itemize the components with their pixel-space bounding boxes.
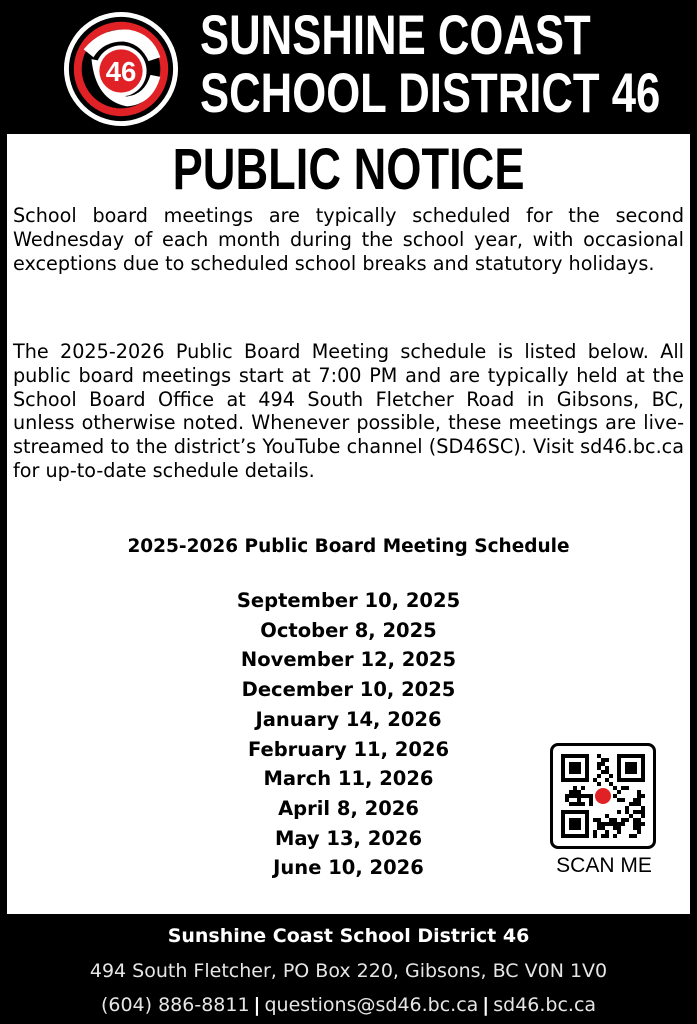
qr-module bbox=[617, 798, 621, 802]
qr-module bbox=[565, 794, 569, 798]
footer-district-name: Sunshine Coast School District 46 bbox=[167, 925, 530, 947]
qr-module bbox=[581, 786, 585, 790]
notice-paragraph-1: School board meetings are typically scheduled for the second Wednesday of each month during the school year, with occasional exceptions due to scheduled school breaks and statutory holidays. bbox=[13, 204, 684, 275]
qr-module bbox=[613, 826, 617, 830]
qr-module bbox=[573, 802, 577, 806]
qr-module bbox=[637, 794, 641, 798]
qr-module bbox=[629, 802, 633, 806]
qr-module bbox=[633, 810, 637, 814]
qr-module bbox=[581, 802, 585, 806]
qr-module bbox=[573, 786, 577, 790]
meeting-date: May 13, 2026 bbox=[274, 826, 423, 850]
qr-module bbox=[633, 826, 637, 830]
qr-module bbox=[629, 834, 633, 838]
qr-module bbox=[637, 802, 641, 806]
qr-module bbox=[617, 822, 621, 826]
qr-module bbox=[613, 834, 617, 838]
qr-module bbox=[597, 754, 601, 758]
meeting-date: February 11, 2026 bbox=[247, 737, 450, 761]
qr-module bbox=[613, 794, 617, 798]
qr-module bbox=[569, 794, 573, 798]
scan-me-label: SCAN ME bbox=[556, 854, 652, 877]
qr-module bbox=[569, 818, 581, 830]
logo-number: 46 bbox=[105, 55, 137, 87]
qr-module bbox=[589, 798, 593, 802]
qr-center-logo bbox=[594, 787, 612, 805]
qr-module bbox=[597, 766, 601, 770]
qr-code[interactable] bbox=[550, 743, 656, 849]
qr-module bbox=[593, 818, 597, 822]
qr-module bbox=[605, 830, 609, 834]
qr-module bbox=[597, 762, 601, 766]
district-title-line1: SUNSHINE COAST bbox=[200, 3, 591, 66]
qr-module bbox=[605, 770, 609, 774]
qr-module bbox=[605, 814, 609, 818]
qr-module bbox=[601, 770, 605, 774]
notice-heading: PUBLIC NOTICE bbox=[172, 137, 525, 202]
qr-module bbox=[613, 818, 617, 822]
qr-module bbox=[589, 794, 593, 798]
qr-module bbox=[573, 790, 577, 794]
qr-module bbox=[597, 818, 601, 822]
schedule-title: 2025-2026 Public Board Meeting Schedule bbox=[127, 536, 570, 557]
qr-module bbox=[601, 758, 605, 762]
qr-module bbox=[633, 834, 637, 838]
qr-module bbox=[581, 794, 585, 798]
meeting-date: October 8, 2025 bbox=[260, 618, 437, 642]
footer-website[interactable]: sd46.bc.ca bbox=[493, 994, 597, 1016]
meeting-date: September 10, 2025 bbox=[236, 589, 461, 612]
qr-module bbox=[637, 798, 641, 802]
qr-module bbox=[637, 822, 641, 826]
qr-module bbox=[617, 830, 621, 834]
qr-module bbox=[609, 774, 613, 778]
qr-module bbox=[605, 778, 609, 782]
qr-module bbox=[629, 814, 633, 818]
meeting-date: April 8, 2026 bbox=[278, 796, 419, 820]
qr-module bbox=[577, 802, 581, 806]
header-banner bbox=[0, 0, 697, 134]
qr-module bbox=[601, 822, 605, 826]
qr-module bbox=[621, 798, 625, 802]
meeting-date: March 11, 2026 bbox=[263, 767, 434, 791]
qr-module bbox=[601, 762, 605, 766]
qr-module bbox=[641, 810, 645, 814]
qr-module bbox=[633, 818, 637, 822]
qr-module bbox=[605, 766, 609, 770]
qr-module bbox=[609, 818, 613, 822]
qr-module bbox=[633, 802, 637, 806]
qr-module bbox=[617, 826, 621, 830]
qr-module bbox=[593, 778, 597, 782]
qr-module bbox=[593, 834, 597, 838]
meeting-date: January 14, 2026 bbox=[255, 707, 442, 731]
qr-module bbox=[625, 810, 629, 814]
qr-module bbox=[601, 826, 605, 830]
qr-module bbox=[577, 798, 581, 802]
qr-module bbox=[605, 834, 609, 838]
notice-panel bbox=[7, 134, 690, 914]
qr-module bbox=[641, 822, 645, 826]
qr-module bbox=[565, 798, 569, 802]
footer-phone[interactable]: (604) 886-8811 bbox=[100, 994, 250, 1016]
meeting-date: December 10, 2025 bbox=[241, 678, 456, 702]
qr-module bbox=[637, 818, 641, 822]
qr-module bbox=[597, 826, 601, 830]
footer bbox=[0, 914, 697, 1024]
qr-module bbox=[641, 806, 645, 810]
qr-module bbox=[585, 794, 589, 798]
qr-module bbox=[577, 790, 581, 794]
footer-email[interactable]: questions@sd46.bc.ca bbox=[264, 994, 479, 1016]
qr-module bbox=[625, 762, 637, 774]
qr-module bbox=[613, 822, 617, 826]
qr-module bbox=[569, 802, 573, 806]
separator: | bbox=[482, 994, 490, 1016]
qr-module bbox=[625, 786, 629, 790]
qr-module bbox=[569, 790, 573, 794]
qr-module bbox=[617, 790, 621, 794]
qr-module bbox=[621, 822, 625, 826]
qr-module bbox=[597, 782, 601, 786]
footer-contact bbox=[0, 994, 697, 1016]
qr-module bbox=[625, 818, 629, 822]
qr-module bbox=[593, 830, 597, 834]
qr-module bbox=[641, 794, 645, 798]
meeting-date: June 10, 2026 bbox=[273, 856, 424, 880]
qr-module bbox=[597, 774, 601, 778]
qr-module bbox=[625, 806, 629, 810]
qr-module bbox=[573, 794, 577, 798]
qr-module bbox=[617, 810, 621, 814]
qr-module bbox=[641, 814, 645, 818]
district-title bbox=[200, 3, 661, 124]
qr-module bbox=[597, 822, 601, 826]
qr-module bbox=[621, 786, 625, 790]
separator: | bbox=[253, 994, 261, 1016]
qr-module bbox=[633, 798, 637, 802]
qr-module bbox=[569, 762, 581, 774]
meeting-date: November 12, 2025 bbox=[240, 648, 457, 672]
qr-module bbox=[605, 822, 609, 826]
footer-address: 494 South Fletcher, PO Box 220, Gibsons, BC V0N 1V0 bbox=[89, 960, 608, 982]
qr-module bbox=[633, 822, 637, 826]
qr-module bbox=[637, 810, 641, 814]
qr-module bbox=[637, 830, 641, 834]
qr-module bbox=[637, 826, 641, 830]
qr-module bbox=[609, 782, 613, 786]
qr-module bbox=[613, 786, 617, 790]
qr-module bbox=[621, 818, 625, 822]
qr-module bbox=[609, 822, 613, 826]
qr-module bbox=[589, 802, 593, 806]
qr-module bbox=[601, 834, 605, 838]
district-logo bbox=[62, 10, 180, 128]
qr-module bbox=[577, 794, 581, 798]
district-title-line2: SCHOOL DISTRICT 46 bbox=[200, 61, 661, 124]
notice-paragraph-2: The 2025-2026 Public Board Meeting schedule is listed below. All public board meetings start at 7:00 PM and are typically held at the School Board Office at 494 South Fletcher Road in Gibsons, BC, unless otherwise noted. Whenever possible, these meetings are live-streamed to the district’s YouTube channel (SD46SC). Visit sd46.bc.ca for up-to-date schedule details. bbox=[13, 340, 684, 482]
qr-module bbox=[605, 758, 609, 762]
qr-module bbox=[637, 790, 641, 794]
qr-code-image bbox=[561, 754, 645, 838]
